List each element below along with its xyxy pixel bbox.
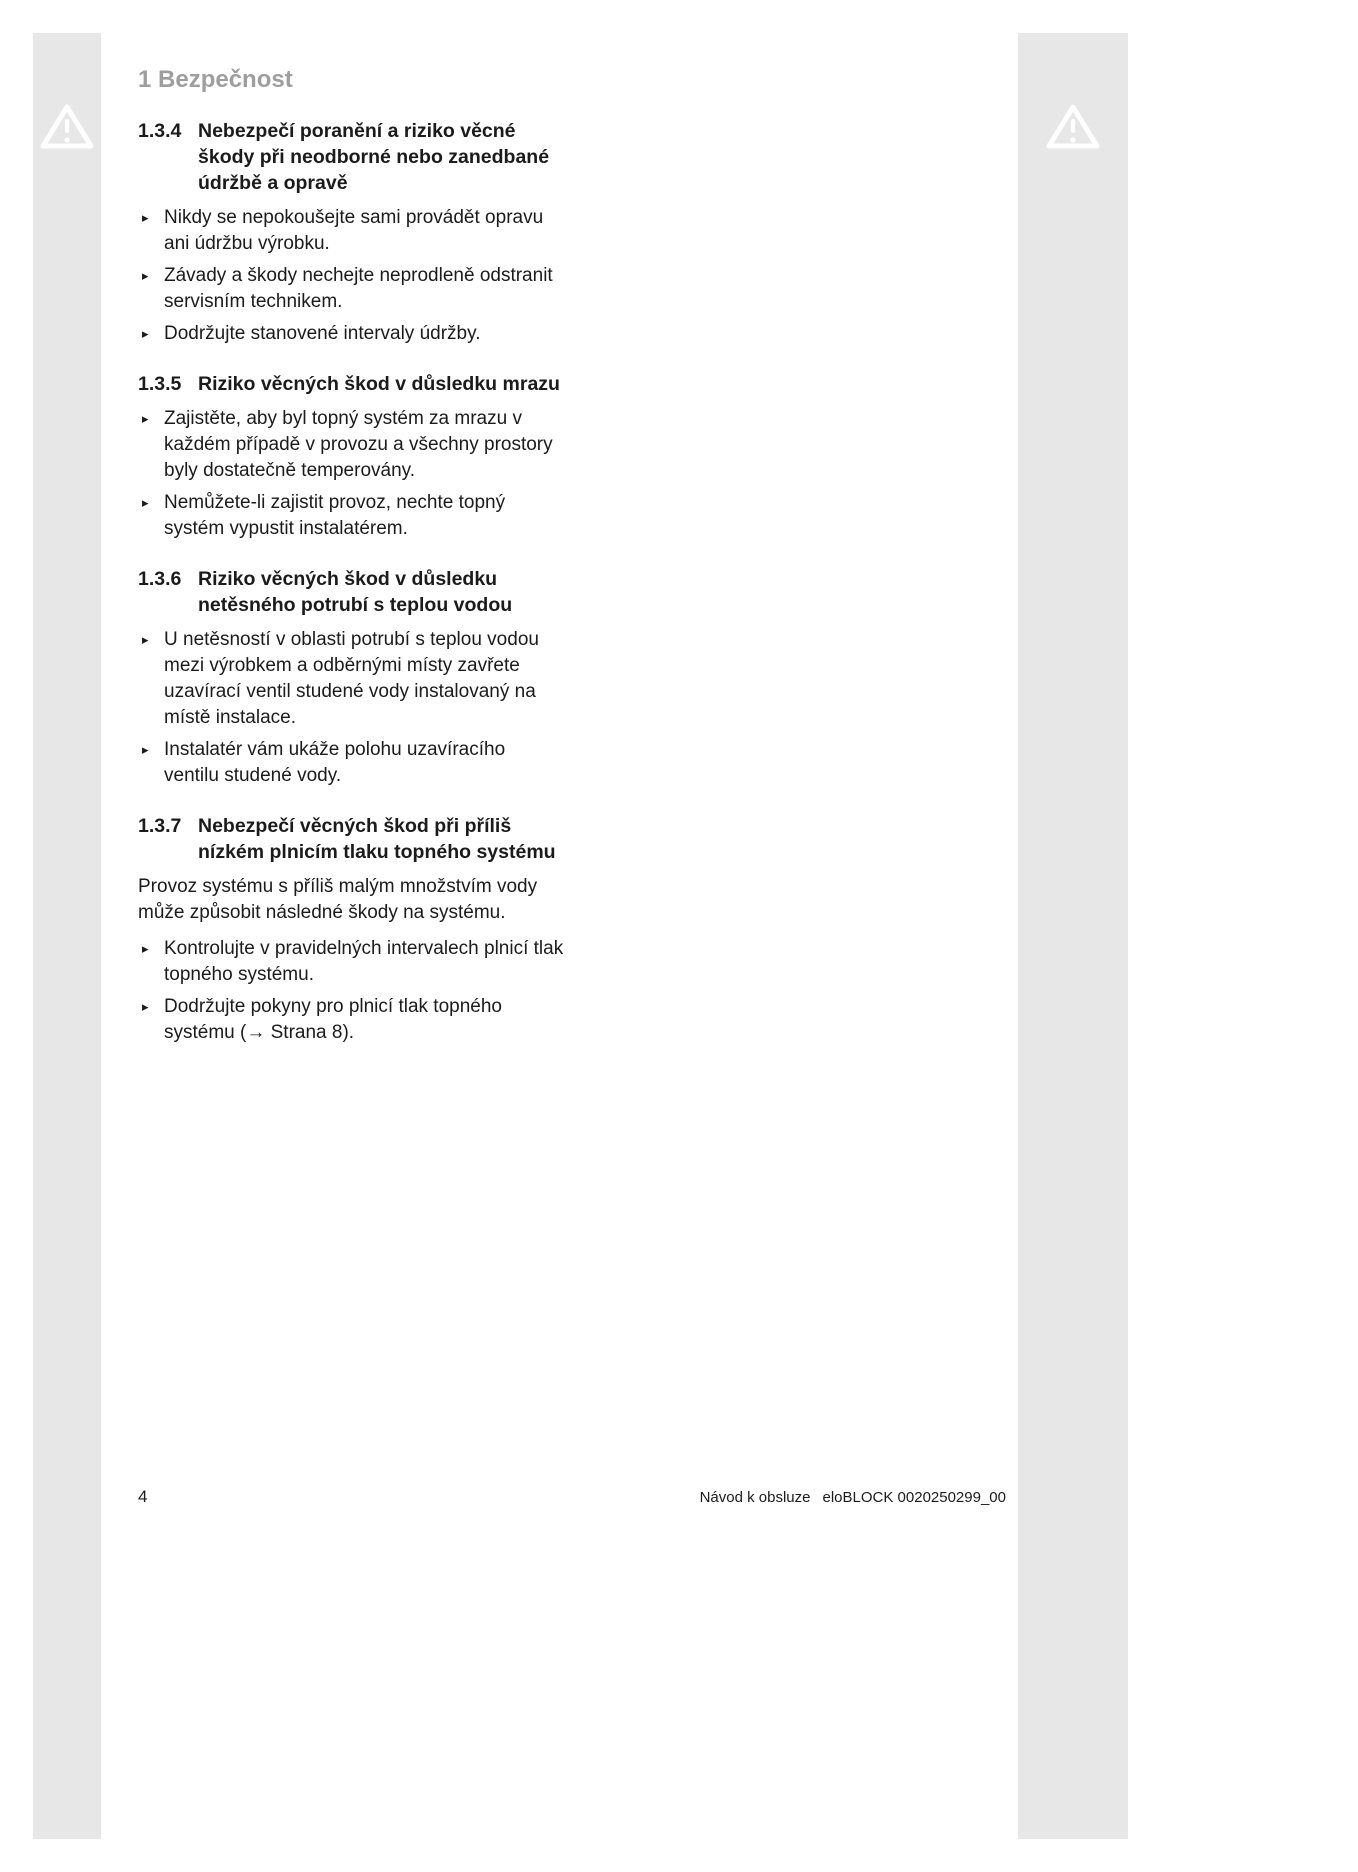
- section-number: 1.3.5: [138, 373, 182, 395]
- section-body: [138, 205, 564, 347]
- section-title: Nebezpečí poranění a riziko věcné škody při neodborné nebo zanedbané údržbě a opravě: [198, 120, 550, 194]
- bullet-arrow-icon: ▸: [142, 632, 149, 647]
- bullet-text: Kontrolujte v pravidelných intervalech plnicí tlak topného systému.: [164, 938, 564, 985]
- bullet-list: [138, 406, 564, 542]
- sections: [138, 118, 564, 1046]
- section-title: Riziko věcných škod v důsledku mrazu: [198, 373, 560, 395]
- section: [138, 118, 564, 347]
- right-margin-band: [1018, 33, 1128, 1839]
- chapter-header: 1 Bezpečnost: [138, 66, 293, 93]
- bullet-arrow-icon: ▸: [142, 495, 149, 510]
- section-heading: [138, 566, 564, 618]
- bullet-arrow-icon: ▸: [142, 999, 149, 1014]
- bullet-item: [138, 490, 564, 542]
- paragraph: Provoz systému s příliš malým množstvím vody může způsobit následné škody na systému.: [138, 876, 538, 923]
- section-number: 1.3.7: [138, 815, 182, 837]
- bullet-item: [138, 406, 564, 484]
- section-body: [138, 874, 564, 1046]
- bullet-list: [138, 205, 564, 347]
- bullet-text: Nemůžete-li zajistit provoz, nechte topný systém vypustit instalatérem.: [164, 492, 506, 539]
- footer: [138, 1487, 1006, 1507]
- section: [138, 371, 564, 542]
- bullet-item: [138, 994, 564, 1046]
- bullet-text: Závady a škody nechejte neprodleně odstranit servisním technikem.: [164, 265, 553, 312]
- bullet-text: Zajistěte, aby byl topný systém za mrazu v každém případě v provozu a všechny prostory byly dostatečně temperovány.: [164, 408, 553, 481]
- bullet-arrow-icon: ▸: [142, 268, 149, 283]
- left-margin-band: [33, 33, 101, 1839]
- bullet-item: [138, 321, 564, 347]
- bullet-arrow-icon: ▸: [142, 742, 149, 757]
- warning-triangle-icon: [40, 103, 94, 150]
- bullet-item: [138, 263, 564, 315]
- bullet-text: Instalatér vám ukáže polohu uzavíracího ventilu studené vody.: [164, 739, 506, 786]
- section-heading: [138, 813, 564, 865]
- section-body: [138, 406, 564, 542]
- footer-doc-title: Návod k obsluze: [699, 1489, 811, 1506]
- bullet-text: Dodržujte pokyny pro plnicí tlak topného systému (→ Strana 8).: [164, 996, 502, 1043]
- section-title: Riziko věcných škod v důsledku netěsného potrubí s teplou vodou: [198, 568, 513, 616]
- bullet-item: [138, 936, 564, 988]
- bullet-text: U netěsností v oblasti potrubí s teplou vodou mezi výrobkem a odběrnými místy zavřete uzavírací ventil studené vody instalovaný na místě instalace.: [164, 629, 539, 728]
- section-title: Nebezpečí věcných škod při příliš nízkém plnicím tlaku topného systému: [198, 815, 556, 863]
- bullet-arrow-icon: ▸: [142, 411, 149, 426]
- section-heading: [138, 118, 564, 196]
- bullet-arrow-icon: ▸: [142, 941, 149, 956]
- bullet-text: Nikdy se nepokoušejte sami provádět opravu ani údržbu výrobku.: [164, 207, 544, 254]
- bullet-text: Dodržujte stanovené intervaly údržby.: [164, 323, 481, 344]
- bullet-item: [138, 737, 564, 789]
- page-number: 4: [138, 1487, 148, 1506]
- bullet-list: [138, 936, 564, 1046]
- section-number: 1.3.4: [138, 120, 182, 142]
- section-number: 1.3.6: [138, 568, 182, 590]
- warning-triangle-icon: [1046, 103, 1100, 150]
- text-column: [138, 66, 564, 1046]
- section: [138, 813, 564, 1046]
- section-heading: [138, 371, 564, 397]
- bullet-item: [138, 627, 564, 731]
- bullet-arrow-icon: ▸: [142, 210, 149, 225]
- footer-doc-info: [700, 1489, 1006, 1506]
- bullet-list: [138, 627, 564, 789]
- footer-doc-ref: eloBLOCK 0020250299_00: [822, 1489, 1006, 1506]
- bullet-arrow-icon: ▸: [142, 326, 149, 341]
- bullet-item: [138, 205, 564, 257]
- section-body: [138, 627, 564, 789]
- section: [138, 566, 564, 789]
